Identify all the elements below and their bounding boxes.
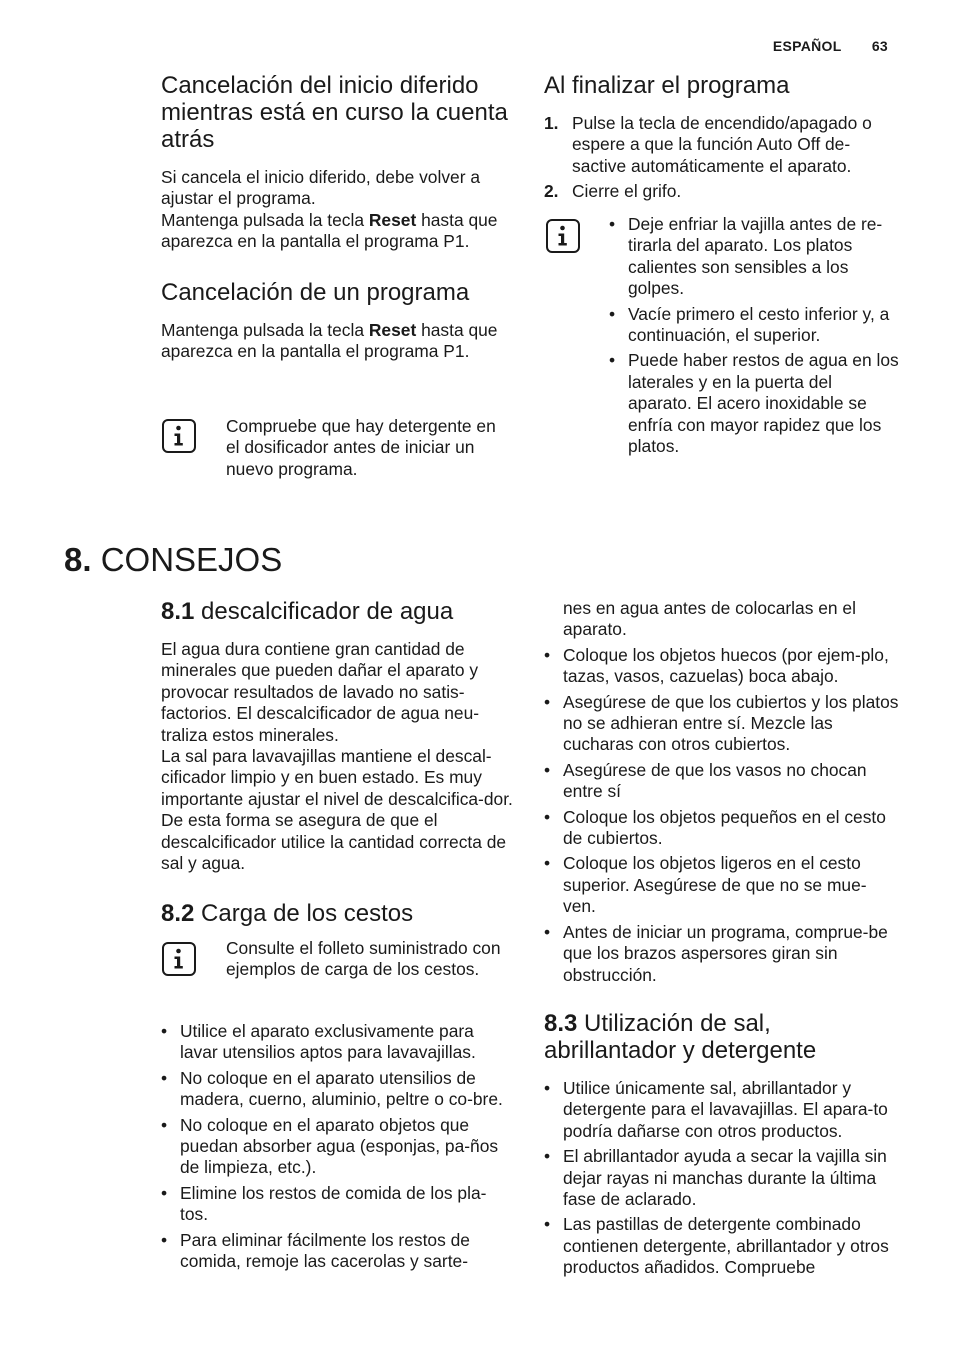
step-number: 1. bbox=[544, 113, 559, 133]
salt-detergent-tips bbox=[544, 1078, 899, 1279]
list-item: • Las pastillas de detergente combinado contienen detergente, abrillantador y otros productos añadidos. Compruebe bbox=[544, 1214, 899, 1278]
list-item: • No coloque en el aparato utensilios de madera, cuerno, aluminio, peltre o co-bre. bbox=[161, 1068, 513, 1111]
left-top-column bbox=[161, 72, 513, 362]
section-number: 8.1 bbox=[161, 598, 195, 625]
list-item: • Puede haber restos de agua en los laterales y en la puerta del aparato. El acero inoxidable se enfría con mayor rapidez que los platos. bbox=[609, 350, 899, 457]
chapter-title bbox=[64, 542, 282, 578]
left-bottom-column bbox=[161, 598, 513, 927]
list-item: • Utilice únicamente sal, abrillantador y detergente para el lavavajillas. El apara-to podría dañarse con otros productos. bbox=[544, 1078, 899, 1142]
list-item: • No coloque en el aparato objetos que puedan absorber agua (esponjas, pa-ños de limpieza, etc.). bbox=[161, 1115, 513, 1179]
section-number: 8.2 bbox=[161, 900, 195, 928]
text-span: Mantenga pulsada la tecla bbox=[161, 319, 369, 340]
info-note-brochure: Consulte el folleto suministrado con ejemplos de carga de los cestos. bbox=[226, 938, 501, 980]
list-item: • Deje enfriar la vajilla antes de re-tirarla del aparato. Los platos calientes son sensibles a los golpes. bbox=[609, 214, 899, 300]
text-span: hasta que aparezca en la pantalla el programa P1. bbox=[161, 319, 498, 362]
heading-8-2 bbox=[161, 900, 513, 927]
page-number: 63 bbox=[871, 38, 888, 54]
heading-8-1 bbox=[161, 598, 513, 625]
list-item: • Elimine los restos de comida de los pla-tos. bbox=[161, 1183, 513, 1226]
list-item: • Vacíe primero el cesto inferior y, a continuación, el superior. bbox=[609, 304, 899, 347]
reset-key-label: Reset bbox=[368, 319, 417, 340]
para-softener-2: La sal para lavavajillas mantiene el descal-cificador limpio y en buen estado. Es muy importante ajustar el nivel de descalcifica-dor. De esta forma se asegura de que el descalcificador utilice la cantidad correcta de sal y agua. bbox=[161, 746, 513, 874]
heading-cancel-delay: Cancelación del inicio diferido mientras está en curso la cuenta atrás bbox=[161, 72, 508, 153]
step-text: Pulse la tecla de encendido/apagado o espere a que la función Auto Off de-sactive automáticamente el aparato. bbox=[572, 113, 872, 176]
section-title: Utilización de sal, abrillantador y detergente bbox=[544, 1009, 817, 1064]
info-icon bbox=[162, 942, 196, 976]
right-top-column bbox=[544, 72, 899, 207]
loading-tips-right bbox=[544, 645, 899, 986]
list-item: • El abrillantador ayuda a secar la vajilla sin dejar rayas ni manchas durante la última fase de aclarado. bbox=[544, 1146, 899, 1210]
header-language: ESPAÑOL bbox=[772, 38, 842, 54]
list-item: • Antes de iniciar un programa, comprue-be que los brazos aspersores giran sin obstrucción. bbox=[544, 922, 899, 986]
text-span: Mantenga pulsada la tecla bbox=[161, 209, 369, 230]
list-item: • Asegúrese de que los cubiertos y los platos no se adhieran entre sí. Mezcle las cucharas con otros cubiertos. bbox=[544, 692, 899, 756]
list-item: • Coloque los objetos ligeros en el cesto superior. Asegúrese de que no se mue-ven. bbox=[544, 853, 899, 917]
end-program-steps bbox=[544, 113, 899, 203]
heading-end-program: Al finalizar el programa bbox=[544, 72, 790, 99]
step-item bbox=[544, 181, 899, 202]
para-cancel-delay-2 bbox=[161, 210, 513, 253]
step-item bbox=[544, 113, 899, 177]
end-program-tips bbox=[609, 214, 899, 461]
para-cancel-program bbox=[161, 320, 513, 363]
info-icon bbox=[162, 419, 196, 453]
list-item: • Para eliminar fácilmente los restos de comida, remoje las cacerolas y sarte- bbox=[161, 1230, 513, 1273]
section-number: 8.3 bbox=[544, 1009, 578, 1037]
section-title: Carga de los cestos bbox=[194, 900, 414, 928]
continuation-text: nes en agua antes de colocarlas en el aparato. bbox=[563, 598, 856, 640]
list-item: • Coloque los objetos pequeños en el cesto de cubiertos. bbox=[544, 807, 899, 850]
para-cancel-delay-1: Si cancela el inicio diferido, debe volver a ajustar el programa. bbox=[161, 167, 481, 209]
heading-cancel-program: Cancelación de un programa bbox=[161, 278, 470, 306]
section-title: descalcificador de agua bbox=[194, 598, 454, 625]
list-item: • Coloque los objetos huecos (por ejem-plo, tazas, vasos, cazuelas) boca abajo. bbox=[544, 645, 899, 688]
heading-8-3 bbox=[544, 1010, 899, 1064]
page-header bbox=[773, 38, 888, 54]
list-item: • Asegúrese de que los vasos no chocan entre sí bbox=[544, 760, 899, 803]
chapter-title-text: CONSEJOS bbox=[100, 541, 283, 578]
chapter-number: 8. bbox=[64, 541, 92, 578]
text-span: hasta que aparezca en la pantalla el programa P1. bbox=[161, 209, 498, 252]
right-bottom-column bbox=[544, 598, 899, 1283]
reset-key-label: Reset bbox=[368, 209, 417, 230]
step-number: 2. bbox=[544, 181, 559, 202]
loading-tips-left bbox=[161, 1021, 513, 1276]
step-text: Cierre el grifo. bbox=[572, 181, 682, 202]
info-note-detergent: Compruebe que hay detergente en el dosificador antes de iniciar un nuevo programa. bbox=[226, 416, 496, 479]
info-icon bbox=[546, 219, 580, 253]
para-softener-1: El agua dura contiene gran cantidad de minerales que pueden dañar el aparato y provocar resultados de lavado no satis-factorios. El descalcificador de agua neu-traliza estos minerales. bbox=[161, 639, 480, 745]
list-item: • Utilice el aparato exclusivamente para lavar utensilios aptos para lavavajillas. bbox=[161, 1021, 513, 1064]
